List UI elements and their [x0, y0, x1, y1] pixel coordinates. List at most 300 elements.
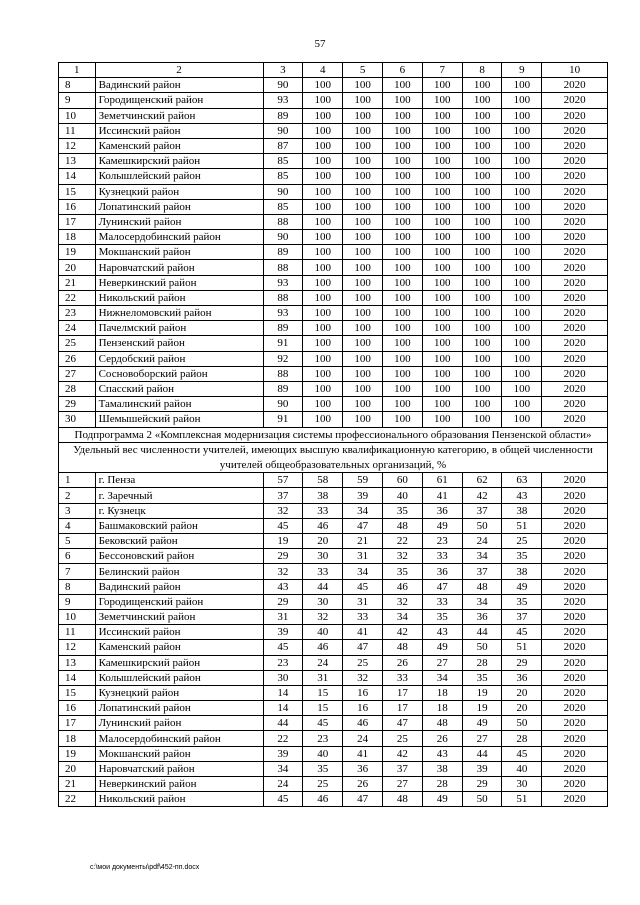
value-cell: 100 — [383, 93, 423, 108]
year-cell: 2020 — [542, 670, 608, 685]
table-row — [59, 564, 608, 579]
value-cell: 45 — [502, 625, 542, 640]
value-cell: 88 — [263, 214, 303, 229]
year-cell: 2020 — [542, 534, 608, 549]
header-cell: 9 — [502, 63, 542, 78]
value-cell: 26 — [383, 655, 423, 670]
row-number-cell: 11 — [59, 625, 96, 640]
indicator-title-row — [59, 443, 608, 473]
row-number-cell: 10 — [59, 108, 96, 123]
value-cell: 30 — [303, 594, 343, 609]
table-row — [59, 108, 608, 123]
table-row — [59, 625, 608, 640]
value-cell: 100 — [502, 123, 542, 138]
value-cell: 100 — [502, 336, 542, 351]
value-cell: 27 — [383, 777, 423, 792]
table-row — [59, 123, 608, 138]
value-cell: 33 — [303, 503, 343, 518]
value-cell: 89 — [263, 108, 303, 123]
table-row — [59, 473, 608, 488]
value-cell: 28 — [502, 731, 542, 746]
value-cell: 100 — [343, 214, 383, 229]
value-cell: 92 — [263, 351, 303, 366]
value-cell: 100 — [343, 260, 383, 275]
value-cell: 35 — [422, 609, 462, 624]
value-cell: 100 — [462, 169, 502, 184]
value-cell: 61 — [422, 473, 462, 488]
value-cell: 32 — [303, 609, 343, 624]
value-cell: 100 — [422, 290, 462, 305]
value-cell: 22 — [383, 534, 423, 549]
value-cell: 29 — [263, 549, 303, 564]
table-row — [59, 290, 608, 305]
value-cell: 100 — [462, 78, 502, 93]
value-cell: 85 — [263, 169, 303, 184]
value-cell: 100 — [343, 138, 383, 153]
value-cell: 19 — [263, 534, 303, 549]
value-cell: 38 — [502, 564, 542, 579]
value-cell: 43 — [263, 579, 303, 594]
row-number-cell: 26 — [59, 351, 96, 366]
value-cell: 35 — [502, 549, 542, 564]
row-number-cell: 2 — [59, 488, 96, 503]
row-number-cell: 18 — [59, 230, 96, 245]
value-cell: 18 — [422, 685, 462, 700]
value-cell: 100 — [343, 199, 383, 214]
value-cell: 30 — [303, 549, 343, 564]
district-name-cell: Наровчатский район — [95, 761, 263, 776]
value-cell: 29 — [263, 594, 303, 609]
row-number-cell: 6 — [59, 549, 96, 564]
value-cell: 100 — [383, 123, 423, 138]
value-cell: 16 — [343, 685, 383, 700]
value-cell: 33 — [422, 549, 462, 564]
district-name-cell: Кузнецкий район — [95, 685, 263, 700]
year-cell: 2020 — [542, 625, 608, 640]
value-cell: 49 — [422, 640, 462, 655]
value-cell: 50 — [462, 518, 502, 533]
value-cell: 100 — [383, 108, 423, 123]
row-number-cell: 20 — [59, 761, 96, 776]
value-cell: 100 — [343, 381, 383, 396]
value-cell: 100 — [462, 351, 502, 366]
row-number-cell: 30 — [59, 412, 96, 427]
row-number-cell: 17 — [59, 214, 96, 229]
value-cell: 100 — [383, 169, 423, 184]
value-cell: 44 — [462, 625, 502, 640]
value-cell: 100 — [383, 351, 423, 366]
year-cell: 2020 — [542, 138, 608, 153]
value-cell: 100 — [502, 321, 542, 336]
value-cell: 40 — [383, 488, 423, 503]
value-cell: 100 — [422, 93, 462, 108]
value-cell: 14 — [263, 701, 303, 716]
value-cell: 100 — [462, 138, 502, 153]
value-cell: 41 — [343, 625, 383, 640]
value-cell: 100 — [422, 230, 462, 245]
district-name-cell: Лопатинский район — [95, 701, 263, 716]
district-name-cell: Малосердобинский район — [95, 230, 263, 245]
table-row — [59, 746, 608, 761]
value-cell: 62 — [462, 473, 502, 488]
district-name-cell: г. Кузнецк — [95, 503, 263, 518]
value-cell: 34 — [343, 564, 383, 579]
district-name-cell: г. Пенза — [95, 473, 263, 488]
value-cell: 28 — [462, 655, 502, 670]
year-cell: 2020 — [542, 655, 608, 670]
value-cell: 100 — [343, 275, 383, 290]
header-cell: 4 — [303, 63, 343, 78]
value-cell: 100 — [303, 169, 343, 184]
value-cell: 100 — [462, 381, 502, 396]
row-number-cell: 8 — [59, 579, 96, 594]
value-cell: 89 — [263, 245, 303, 260]
value-cell: 88 — [263, 260, 303, 275]
value-cell: 100 — [303, 78, 343, 93]
value-cell: 41 — [343, 746, 383, 761]
row-number-cell: 14 — [59, 169, 96, 184]
value-cell: 17 — [383, 701, 423, 716]
value-cell: 60 — [383, 473, 423, 488]
row-number-cell: 19 — [59, 245, 96, 260]
district-name-cell: Колышлейский район — [95, 670, 263, 685]
value-cell: 100 — [422, 154, 462, 169]
year-cell: 2020 — [542, 169, 608, 184]
district-name-cell: Белинский район — [95, 564, 263, 579]
value-cell: 90 — [263, 123, 303, 138]
value-cell: 39 — [263, 625, 303, 640]
value-cell: 100 — [303, 214, 343, 229]
value-cell: 100 — [303, 260, 343, 275]
row-number-cell: 25 — [59, 336, 96, 351]
value-cell: 25 — [383, 731, 423, 746]
year-cell: 2020 — [542, 123, 608, 138]
value-cell: 32 — [263, 564, 303, 579]
value-cell: 31 — [263, 609, 303, 624]
value-cell: 100 — [383, 78, 423, 93]
value-cell: 100 — [502, 290, 542, 305]
value-cell: 20 — [502, 701, 542, 716]
value-cell: 87 — [263, 138, 303, 153]
value-cell: 15 — [303, 685, 343, 700]
year-cell: 2020 — [542, 792, 608, 807]
year-cell: 2020 — [542, 579, 608, 594]
district-name-cell: Каменский район — [95, 138, 263, 153]
district-name-cell: Бековский район — [95, 534, 263, 549]
value-cell: 59 — [343, 473, 383, 488]
table-row — [59, 199, 608, 214]
value-cell: 33 — [383, 670, 423, 685]
table-row — [59, 701, 608, 716]
table-row — [59, 792, 608, 807]
value-cell: 100 — [343, 412, 383, 427]
value-cell: 46 — [343, 716, 383, 731]
district-name-cell: Пензенский район — [95, 336, 263, 351]
value-cell: 100 — [383, 260, 423, 275]
value-cell: 100 — [502, 93, 542, 108]
district-name-cell: Городищенский район — [95, 93, 263, 108]
value-cell: 44 — [263, 716, 303, 731]
value-cell: 88 — [263, 366, 303, 381]
value-cell: 100 — [462, 184, 502, 199]
value-cell: 35 — [502, 594, 542, 609]
value-cell: 27 — [462, 731, 502, 746]
year-cell: 2020 — [542, 321, 608, 336]
value-cell: 100 — [343, 169, 383, 184]
value-cell: 100 — [383, 306, 423, 321]
value-cell: 100 — [422, 306, 462, 321]
value-cell: 24 — [263, 777, 303, 792]
value-cell: 50 — [462, 792, 502, 807]
value-cell: 100 — [422, 381, 462, 396]
table-row — [59, 214, 608, 229]
district-name-cell: Сосновоборский район — [95, 366, 263, 381]
value-cell: 18 — [422, 701, 462, 716]
year-cell: 2020 — [542, 777, 608, 792]
table-row — [59, 412, 608, 427]
row-number-cell: 7 — [59, 564, 96, 579]
value-cell: 100 — [462, 412, 502, 427]
district-name-cell: Вадинский район — [95, 78, 263, 93]
value-cell: 100 — [462, 230, 502, 245]
value-cell: 85 — [263, 154, 303, 169]
value-cell: 41 — [422, 488, 462, 503]
district-name-cell: Каменский район — [95, 640, 263, 655]
value-cell: 85 — [263, 199, 303, 214]
row-number-cell: 13 — [59, 655, 96, 670]
value-cell: 100 — [383, 214, 423, 229]
table-row — [59, 184, 608, 199]
value-cell: 45 — [343, 579, 383, 594]
value-cell: 100 — [343, 123, 383, 138]
value-cell: 100 — [422, 199, 462, 214]
value-cell: 39 — [462, 761, 502, 776]
subprogram-title: Подпрограмма 2 «Комплексная модернизация системы профессионального образования Пензенской области» — [59, 427, 608, 443]
value-cell: 100 — [422, 123, 462, 138]
year-cell: 2020 — [542, 640, 608, 655]
value-cell: 100 — [383, 154, 423, 169]
value-cell: 100 — [502, 138, 542, 153]
row-number-cell: 12 — [59, 138, 96, 153]
district-name-cell: Лопатинский район — [95, 199, 263, 214]
value-cell: 100 — [383, 381, 423, 396]
table-row — [59, 579, 608, 594]
value-cell: 46 — [303, 792, 343, 807]
row-number-cell: 14 — [59, 670, 96, 685]
value-cell: 100 — [343, 321, 383, 336]
header-cell: 7 — [422, 63, 462, 78]
value-cell: 49 — [422, 792, 462, 807]
value-cell: 47 — [383, 716, 423, 731]
district-name-cell: Наровчатский район — [95, 260, 263, 275]
table-row — [59, 609, 608, 624]
table-row — [59, 640, 608, 655]
value-cell: 20 — [303, 534, 343, 549]
value-cell: 34 — [422, 670, 462, 685]
value-cell: 100 — [422, 169, 462, 184]
value-cell: 38 — [422, 761, 462, 776]
value-cell: 22 — [263, 731, 303, 746]
value-cell: 100 — [462, 93, 502, 108]
value-cell: 26 — [343, 777, 383, 792]
year-cell: 2020 — [542, 609, 608, 624]
district-name-cell: Городищенский район — [95, 594, 263, 609]
header-cell: 6 — [383, 63, 423, 78]
value-cell: 100 — [462, 108, 502, 123]
value-cell: 30 — [263, 670, 303, 685]
value-cell: 100 — [303, 306, 343, 321]
value-cell: 47 — [422, 579, 462, 594]
district-name-cell: г. Заречный — [95, 488, 263, 503]
value-cell: 100 — [422, 214, 462, 229]
value-cell: 100 — [502, 260, 542, 275]
value-cell: 93 — [263, 275, 303, 290]
year-cell: 2020 — [542, 199, 608, 214]
year-cell: 2020 — [542, 397, 608, 412]
row-number-cell: 23 — [59, 306, 96, 321]
value-cell: 90 — [263, 397, 303, 412]
value-cell: 23 — [263, 655, 303, 670]
value-cell: 100 — [383, 199, 423, 214]
value-cell: 45 — [263, 792, 303, 807]
row-number-cell: 21 — [59, 275, 96, 290]
year-cell: 2020 — [542, 230, 608, 245]
value-cell: 48 — [383, 518, 423, 533]
value-cell: 33 — [343, 609, 383, 624]
value-cell: 42 — [462, 488, 502, 503]
value-cell: 42 — [383, 625, 423, 640]
value-cell: 43 — [502, 488, 542, 503]
row-number-cell: 29 — [59, 397, 96, 412]
table-row — [59, 761, 608, 776]
value-cell: 100 — [303, 230, 343, 245]
value-cell: 100 — [422, 366, 462, 381]
table-row — [59, 366, 608, 381]
value-cell: 93 — [263, 93, 303, 108]
value-cell: 100 — [303, 336, 343, 351]
value-cell: 100 — [343, 290, 383, 305]
district-name-cell: Башмаковский район — [95, 518, 263, 533]
value-cell: 93 — [263, 306, 303, 321]
year-cell: 2020 — [542, 245, 608, 260]
indicator-title: Удельный вес численности учителей, имеющих высшую квалификационную категорию, в общей численности учителей общеобразовательных организаций, % — [59, 443, 608, 473]
value-cell: 20 — [502, 685, 542, 700]
value-cell: 35 — [462, 670, 502, 685]
value-cell: 100 — [462, 290, 502, 305]
district-name-cell: Иссинский район — [95, 123, 263, 138]
district-name-cell: Малосердобинский район — [95, 731, 263, 746]
row-number-cell: 22 — [59, 290, 96, 305]
value-cell: 100 — [303, 397, 343, 412]
value-cell: 100 — [422, 184, 462, 199]
value-cell: 35 — [303, 761, 343, 776]
value-cell: 90 — [263, 184, 303, 199]
value-cell: 51 — [502, 792, 542, 807]
value-cell: 33 — [422, 594, 462, 609]
value-cell: 100 — [303, 184, 343, 199]
year-cell: 2020 — [542, 93, 608, 108]
value-cell: 100 — [462, 306, 502, 321]
value-cell: 100 — [383, 245, 423, 260]
table-row — [59, 594, 608, 609]
year-cell: 2020 — [542, 549, 608, 564]
year-cell: 2020 — [542, 564, 608, 579]
table-row — [59, 169, 608, 184]
district-name-cell: Никольский район — [95, 792, 263, 807]
district-name-cell: Иссинский район — [95, 625, 263, 640]
value-cell: 48 — [383, 640, 423, 655]
row-number-cell: 11 — [59, 123, 96, 138]
value-cell: 100 — [303, 154, 343, 169]
table-row — [59, 777, 608, 792]
value-cell: 100 — [303, 366, 343, 381]
row-number-cell: 17 — [59, 716, 96, 731]
row-number-cell: 19 — [59, 746, 96, 761]
value-cell: 100 — [343, 78, 383, 93]
value-cell: 100 — [383, 290, 423, 305]
value-cell: 100 — [383, 138, 423, 153]
header-cell: 1 — [59, 63, 96, 78]
district-name-cell: Никольский район — [95, 290, 263, 305]
value-cell: 100 — [343, 306, 383, 321]
value-cell: 27 — [422, 655, 462, 670]
year-cell: 2020 — [542, 503, 608, 518]
value-cell: 100 — [343, 366, 383, 381]
value-cell: 40 — [303, 625, 343, 640]
value-cell: 36 — [502, 670, 542, 685]
value-cell: 37 — [263, 488, 303, 503]
value-cell: 100 — [422, 412, 462, 427]
district-name-cell: Камешкирский район — [95, 154, 263, 169]
value-cell: 34 — [263, 761, 303, 776]
value-cell: 51 — [502, 640, 542, 655]
value-cell: 63 — [502, 473, 542, 488]
row-number-cell: 10 — [59, 609, 96, 624]
value-cell: 40 — [303, 746, 343, 761]
row-number-cell: 3 — [59, 503, 96, 518]
table-row — [59, 655, 608, 670]
table-row — [59, 245, 608, 260]
value-cell: 100 — [502, 184, 542, 199]
district-name-cell: Колышлейский район — [95, 169, 263, 184]
value-cell: 30 — [502, 777, 542, 792]
value-cell: 100 — [502, 412, 542, 427]
value-cell: 100 — [343, 351, 383, 366]
district-name-cell: Пачелмский район — [95, 321, 263, 336]
value-cell: 100 — [383, 275, 423, 290]
value-cell: 100 — [502, 169, 542, 184]
value-cell: 31 — [303, 670, 343, 685]
row-number-cell: 12 — [59, 640, 96, 655]
year-cell: 2020 — [542, 731, 608, 746]
year-cell: 2020 — [542, 594, 608, 609]
row-number-cell: 24 — [59, 321, 96, 336]
year-cell: 2020 — [542, 366, 608, 381]
year-cell: 2020 — [542, 473, 608, 488]
district-name-cell: Лунинский район — [95, 716, 263, 731]
value-cell: 88 — [263, 290, 303, 305]
value-cell: 44 — [462, 746, 502, 761]
district-name-cell: Мокшанский район — [95, 245, 263, 260]
district-name-cell: Лунинский район — [95, 214, 263, 229]
year-cell: 2020 — [542, 108, 608, 123]
value-cell: 39 — [343, 488, 383, 503]
table-row — [59, 93, 608, 108]
value-cell: 100 — [462, 366, 502, 381]
value-cell: 100 — [303, 93, 343, 108]
value-cell: 46 — [303, 518, 343, 533]
value-cell: 100 — [383, 184, 423, 199]
